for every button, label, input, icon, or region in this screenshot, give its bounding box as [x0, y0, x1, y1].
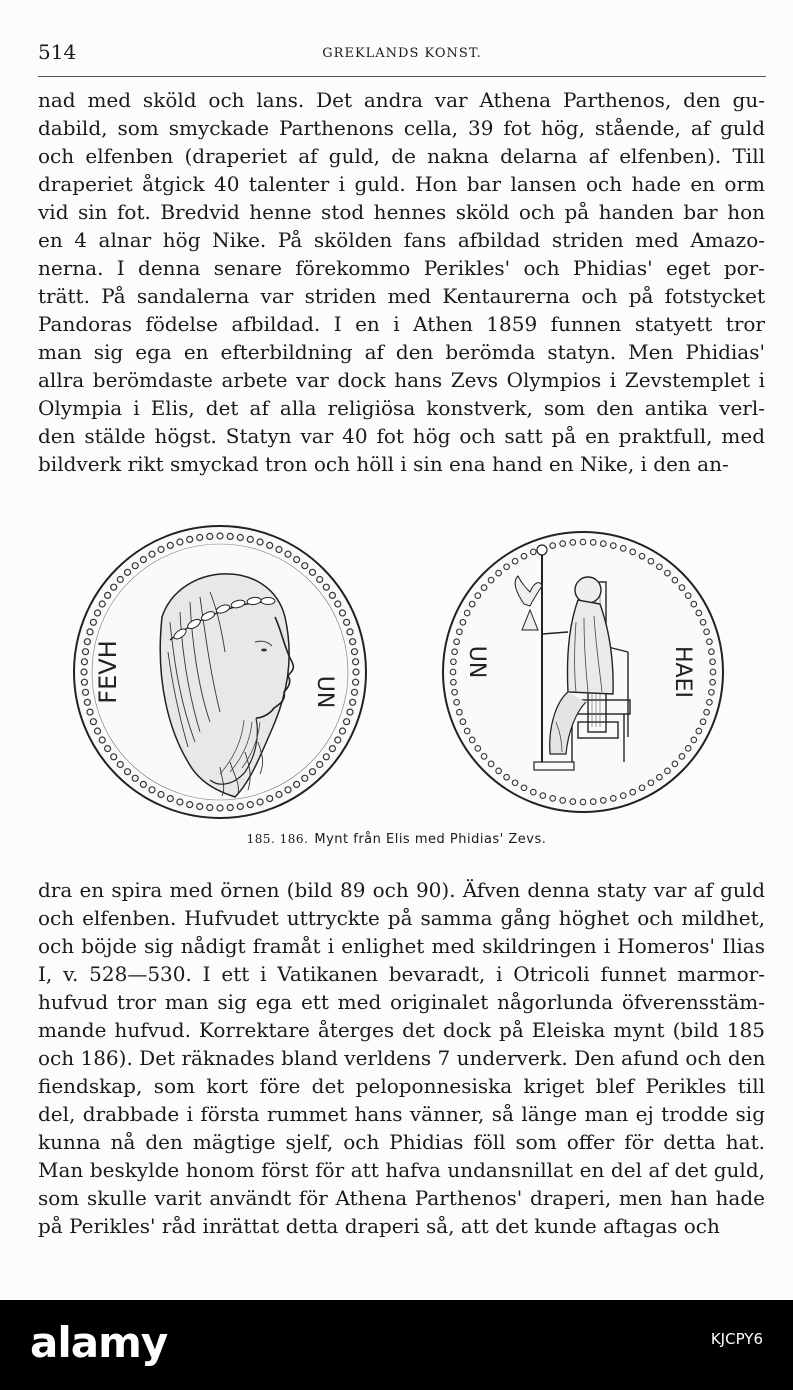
text-line: och elfenben. Hufvudet uttryckte på samma gång höghet och mildhet, — [38, 906, 765, 930]
text-line: draperiet åtgick 40 talenter i guld. Hon bar lansen och hade en orm — [38, 172, 765, 196]
watermark-banner — [0, 1300, 793, 1390]
text-line: och böjde sig nådigt framåt i enlighet med skildringen i Homeros' Ilias — [38, 934, 765, 958]
text-line: nad med sköld och lans. Det andra var Athena Parthenos, den gu- — [38, 88, 765, 112]
right-coin-inscription-left: UN — [464, 645, 489, 679]
text-line: Man beskylde honom först för att hafva undansnillat en del af det guld, — [38, 1158, 765, 1182]
text-line: dabild, som smyckade Parthenons cella, 39 fot hög, stående, af guld — [38, 116, 765, 140]
text-line: nerna. I denna senare förekommo Perikles' och Phidias' eget por- — [38, 256, 765, 280]
text-line: mande hufvud. Korrektare återges det dock på Eleiska mynt (bild 185 — [38, 1018, 765, 1042]
text-line: hufvud tror man sig ega ett med originalet någorlunda öfverensstäm- — [38, 990, 765, 1014]
coin-zeus-head — [70, 522, 370, 822]
text-line: och 186). Det räknades bland verldens 7 underverk. Den afund och den — [38, 1046, 766, 1070]
caption-text: Mynt från Elis med Phidias' Zevs. — [314, 832, 547, 847]
text-line: trätt. På sandalerna var striden med Kentaurerna och på fotstycket — [38, 284, 765, 308]
caption-figure-numbers: 185. 186. — [246, 832, 309, 846]
text-line: vid sin fot. Bredvid henne stod hennes sköld och på handen bar hon — [38, 200, 765, 224]
text-line: som skulle varit användt för Athena Parthenos' draperi, men han hade — [38, 1186, 765, 1210]
body-text-before-figure — [38, 86, 765, 478]
text-line: kunna nå den mägtige sjelf, och Phidias föll som offer för detta hat. — [38, 1130, 765, 1154]
text-line: Olympia i Elis, det af alla religiösa konstverk, som den antika verl- — [38, 396, 765, 420]
running-title: GREKLANDS KONST. — [322, 46, 482, 61]
header-rule — [38, 76, 766, 77]
watermark-logo: alamy — [30, 1318, 168, 1367]
text-line: del, drabbade i första rummet hans vänner, så länge man ej trodde sig — [38, 1102, 765, 1126]
text-line: den stälde högst. Statyn var 40 fot hög och satt på en praktfull, med — [38, 424, 765, 448]
page-header — [38, 40, 766, 70]
text-line: man sig ega en efterbildning af den berömda statyn. Men Phidias' — [38, 340, 765, 364]
text-line: bildverk rikt smyckad tron och höll i sin ena hand en Nike, i den an- — [38, 452, 729, 476]
left-coin-inscription-left: FEVH — [94, 640, 122, 704]
coin-figure — [70, 522, 720, 822]
text-line: fiendskap, som kort före det peloponnesiska kriget blef Perikles till — [38, 1074, 765, 1098]
figure-caption — [0, 832, 793, 847]
text-line: dra en spira med örnen (bild 89 och 90). Äfven denna staty var af guld — [38, 878, 765, 902]
text-line: en 4 alnar hög Nike. På skölden fans afbildad striden med Amazo- — [38, 228, 765, 252]
page-number: 514 — [38, 40, 77, 64]
text-line: på Perikles' råd inrättat detta draperi så, att det kunde aftagas och — [38, 1214, 720, 1238]
coin-zeus-enthroned — [438, 522, 728, 822]
text-line: allra berömdaste arbete var dock hans Zevs Olympios i Zevstemplet i — [38, 368, 765, 392]
left-coin-inscription-right: UN — [312, 675, 337, 709]
text-line: och elfenben (draperiet af guld, de nakna delarna af elfenben). Till — [38, 144, 765, 168]
body-text-after-figure — [38, 876, 765, 1240]
image-id: KJCPY6 — [710, 1330, 763, 1348]
right-coin-inscription-right: HAEI — [670, 646, 695, 698]
text-line: Pandoras födelse afbildad. I en i Athen 1859 funnen statyett tror — [38, 312, 765, 336]
text-line: I, v. 528—530. I ett i Vatikanen bevaradt, i Otricoli funnet marmor- — [38, 962, 765, 986]
